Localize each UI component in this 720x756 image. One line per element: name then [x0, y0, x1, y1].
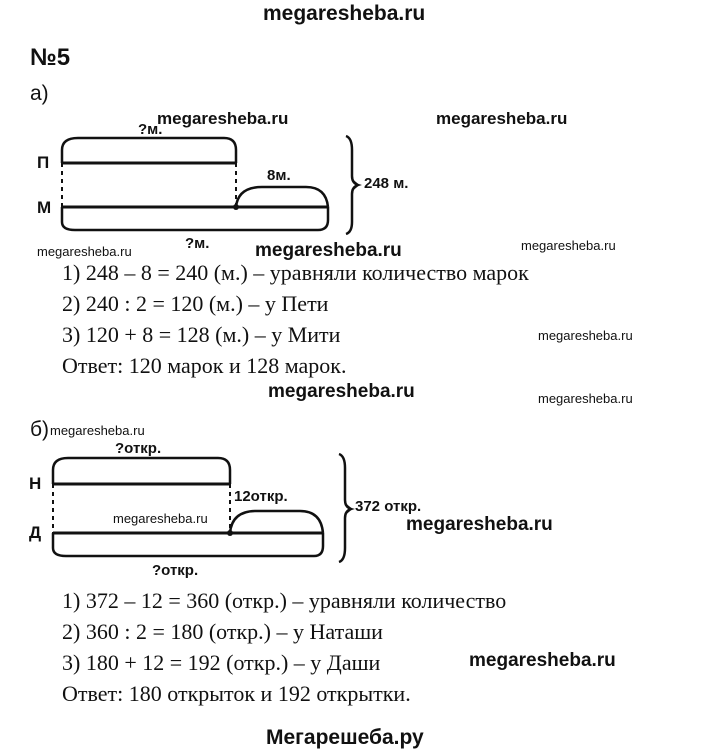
part-a-label: а): [30, 82, 49, 105]
task-number: №5: [30, 44, 71, 71]
part-b-step-2: 2) 360 : 2 = 180 (откр.) – у Наташи: [62, 619, 383, 644]
part-a-answer: Ответ: 120 марок и 128 марок.: [62, 353, 347, 378]
part-a-step-1: 1) 248 – 8 = 240 (м.) – уравняли количество марок: [62, 260, 529, 285]
part-b-label: б): [30, 418, 50, 441]
watermark: megaresheba.ru: [436, 109, 568, 128]
part-b-label-top: ?откр.: [115, 440, 162, 457]
part-a-step-2: 2) 240 : 2 = 120 (м.) – у Пети: [62, 291, 329, 316]
part-b-row-bottom: Д: [29, 523, 42, 542]
watermark: megaresheba.ru: [37, 244, 132, 259]
part-b-label-bottom: ?откр.: [152, 562, 199, 579]
watermark: megaresheba.ru: [406, 514, 553, 535]
part-a-label-top: ?м.: [138, 121, 163, 138]
part-a-label-total: 248 м.: [364, 175, 409, 192]
part-b-row-top: Н: [29, 474, 42, 493]
part-a-row-bottom: М: [37, 198, 52, 217]
watermark: megaresheba.ru: [157, 109, 289, 128]
watermark: megaresheba.ru: [268, 381, 415, 402]
watermark: megaresheba.ru: [538, 328, 633, 343]
watermark: megaresheba.ru: [538, 391, 633, 406]
watermark: megaresheba.ru: [521, 238, 616, 253]
part-b-step-1: 1) 372 – 12 = 360 (откр.) – уравняли количество: [62, 588, 507, 613]
watermark: megaresheba.ru: [113, 511, 208, 526]
part-b-answer: Ответ: 180 открыток и 192 открытки.: [62, 681, 411, 706]
header-site: megaresheba.ru: [263, 2, 426, 25]
watermark: megaresheba.ru: [50, 423, 145, 438]
part-a-label-bottom: ?м.: [185, 235, 210, 252]
part-a-row-top: П: [37, 153, 50, 172]
part-a-step-3: 3) 120 + 8 = 128 (м.) – у Мити: [62, 322, 341, 347]
footer-site: Мегарешеба.ру: [266, 726, 424, 749]
part-b-step-3: 3) 180 + 12 = 192 (откр.) – у Даши: [62, 650, 381, 675]
watermark: megaresheba.ru: [255, 240, 402, 261]
part-a-label-extra: 8м.: [267, 167, 291, 184]
part-b-label-extra: 12откр.: [234, 488, 288, 505]
watermark: megaresheba.ru: [469, 650, 616, 671]
part-b-label-total: 372 откр.: [355, 498, 422, 515]
